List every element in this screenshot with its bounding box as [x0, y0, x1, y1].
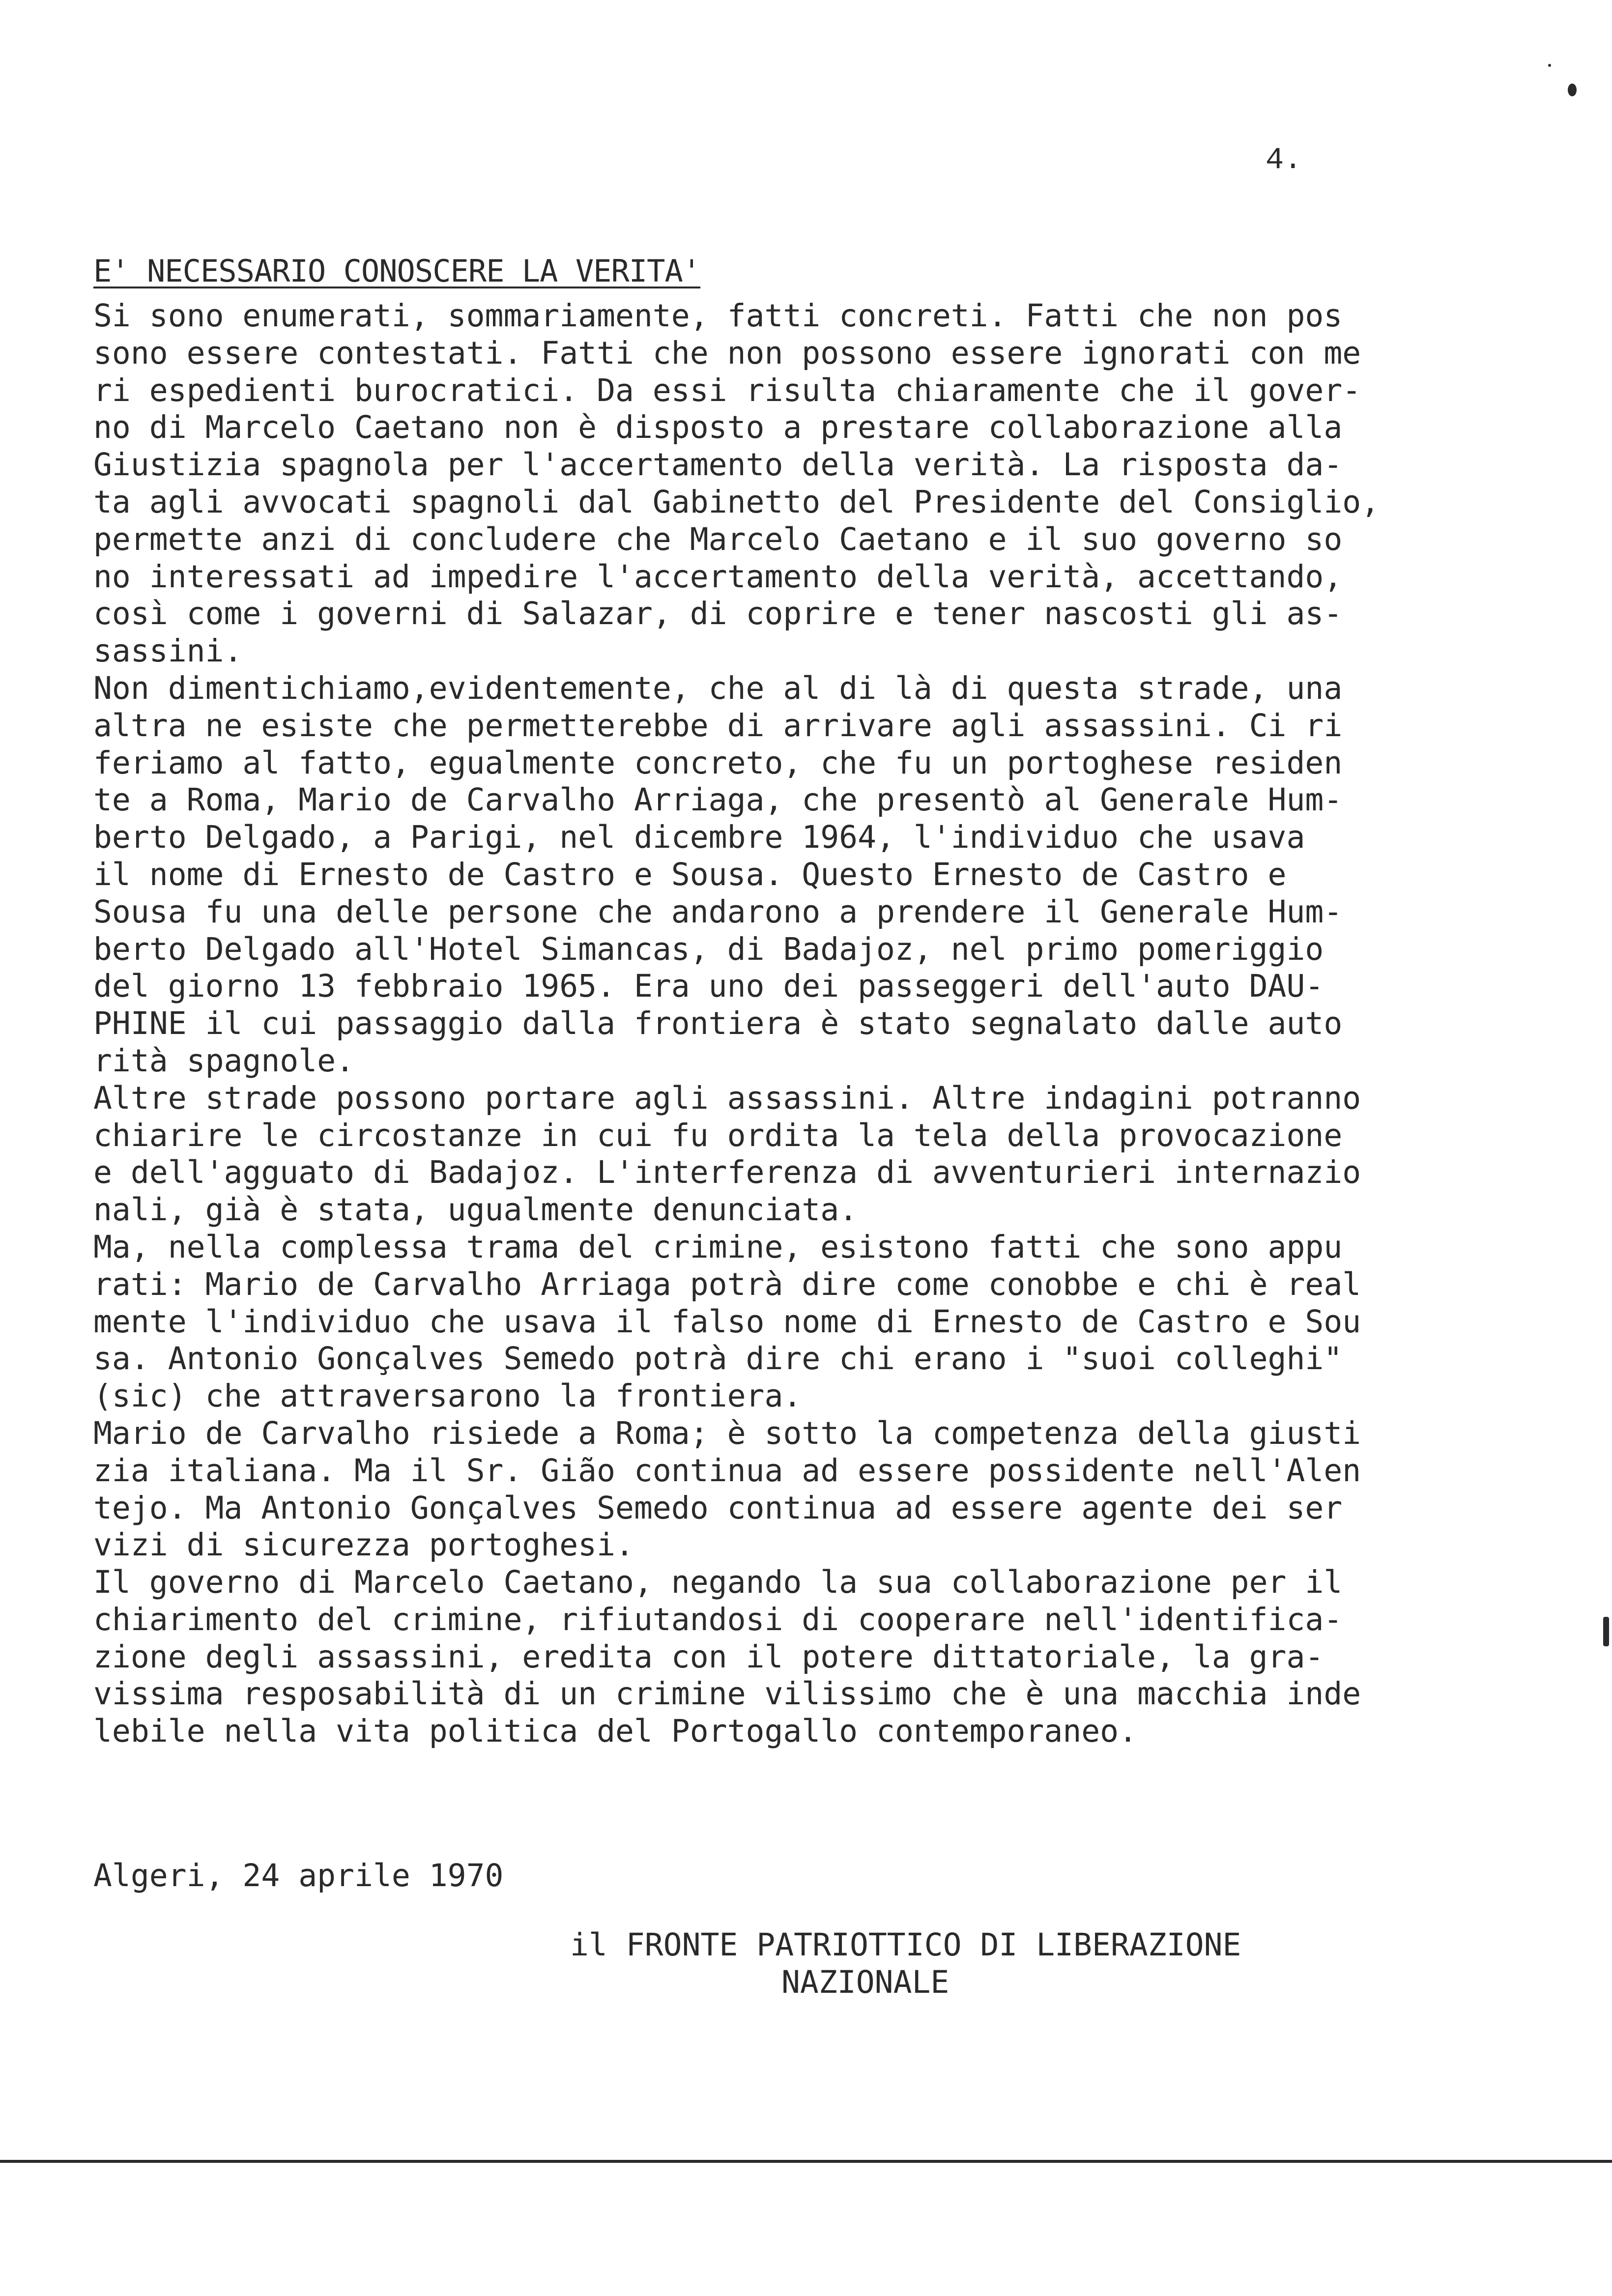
bottom-scan-edge-line [0, 2160, 1612, 2163]
signature-line-1: il FRONTE PATRIOTTICO DI LIBERAZIONE [570, 1927, 1241, 1963]
body-line: così come i governi di Salazar, di coprire e tener nascosti gli as- [93, 596, 1343, 632]
body-line: Altre strade possono portare agli assassini. Altre indagini potranno [93, 1080, 1361, 1116]
scan-speck [1548, 64, 1551, 67]
scan-speck [1568, 84, 1577, 96]
body-line: no interessati ad impedire l'accertamento della verità, accettando, [93, 558, 1343, 595]
body-line: tejo. Ma Antonio Gonçalves Semedo continua ad essere agente dei ser [93, 1490, 1343, 1526]
body-line: chiarire le circostanze in cui fu ordita la tela della provocazione [93, 1117, 1343, 1153]
page-number: 4. [1266, 143, 1302, 177]
body-line: Sousa fu una delle persone che andarono a prendere il Generale Hum- [93, 893, 1343, 930]
body-line: sono essere contestati. Fatti che non possono essere ignorati con me [93, 335, 1361, 371]
body-line: Non dimentichiamo,evidentemente, che al di là di questa strade, una [93, 670, 1343, 706]
body-line: chiarimento del crimine, rifiutandosi di cooperare nell'identifica- [93, 1601, 1343, 1637]
body-line: Mario de Carvalho risiede a Roma; è sotto la competenza della giusti [93, 1415, 1361, 1451]
body-line: e dell'agguato di Badajoz. L'interferenza di avventurieri internazio [93, 1154, 1361, 1191]
body-line: berto Delgado all'Hotel Simancas, di Badajoz, nel primo pomeriggio [93, 931, 1324, 967]
body-line: feriamo al fatto, egualmente concreto, che fu un portoghese residen [93, 745, 1343, 781]
body-line: vizi di sicurezza portoghesi. [93, 1527, 634, 1563]
body-line: sassini. [93, 633, 243, 669]
body-line: sa. Antonio Gonçalves Semedo potrà dire chi erano i "suoi colleghi" [93, 1341, 1343, 1377]
body-line: berto Delgado, a Parigi, nel dicembre 1964, l'individuo che usava [93, 819, 1305, 856]
dateline: Algeri, 24 aprile 1970 [93, 1858, 504, 1894]
signature-block [570, 1926, 1241, 2001]
body-line: rità spagnole. [93, 1042, 355, 1079]
body-line: PHINE il cui passaggio dalla frontiera è stato segnalato dalle auto [93, 1005, 1343, 1042]
signature-line-2: NAZIONALE [781, 1964, 950, 2000]
body-line: ta agli avvocati spagnoli dal Gabinetto del Presidente del Consiglio, [93, 484, 1380, 520]
body-line: no di Marcelo Caetano non è disposto a prestare collaborazione alla [93, 409, 1343, 446]
body-text [93, 297, 1380, 1750]
body-line: il nome di Ernesto de Castro e Sousa. Questo Ernesto de Castro e [93, 856, 1287, 892]
body-line: Il governo di Marcelo Caetano, negando la sua collaborazione per il [93, 1564, 1343, 1601]
body-line: permette anzi di concludere che Marcelo Caetano e il suo governo so [93, 521, 1343, 557]
body-line: ri espedienti burocratici. Da essi risulta chiaramente che il gover- [93, 372, 1361, 408]
scan-speck [1603, 1617, 1609, 1646]
body-line: Si sono enumerati, sommariamente, fatti concreti. Fatti che non pos [93, 298, 1343, 334]
body-line: zione degli assassini, eredita con il potere dittatoriale, la gra- [93, 1638, 1324, 1675]
body-line: altra ne esiste che permetterebbe di arrivare agli assassini. Ci ri [93, 707, 1343, 744]
body-line: del giorno 13 febbraio 1965. Era uno dei passeggeri dell'auto DAU- [93, 968, 1324, 1004]
body-line: lebile nella vita politica del Portogallo contemporaneo. [93, 1713, 1138, 1750]
document-heading: E' NECESSARIO CONOSCERE LA VERITA' [93, 253, 701, 289]
body-line: nali, già è stata, ugualmente denunciata. [93, 1192, 858, 1228]
body-line: zia italiana. Ma il Sr. Gião continua ad essere possidente nell'Alen [93, 1452, 1361, 1489]
body-line: (sic) che attraversarono la frontiera. [93, 1378, 802, 1414]
body-line: Ma, nella complessa trama del crimine, esistono fatti che sono appu [93, 1229, 1343, 1265]
body-line: Giustizia spagnola per l'accertamento della verità. La risposta da- [93, 447, 1343, 483]
body-line: rati: Mario de Carvalho Arriaga potrà dire come conobbe e chi è real [93, 1266, 1361, 1302]
body-line: te a Roma, Mario de Carvalho Arriaga, che presentò al Generale Hum- [93, 782, 1343, 818]
body-line: mente l'individuo che usava il falso nome di Ernesto de Castro e Sou [93, 1303, 1361, 1340]
body-line: vissima resposabilità di un crimine vilissimo che è una macchia inde [93, 1676, 1361, 1712]
